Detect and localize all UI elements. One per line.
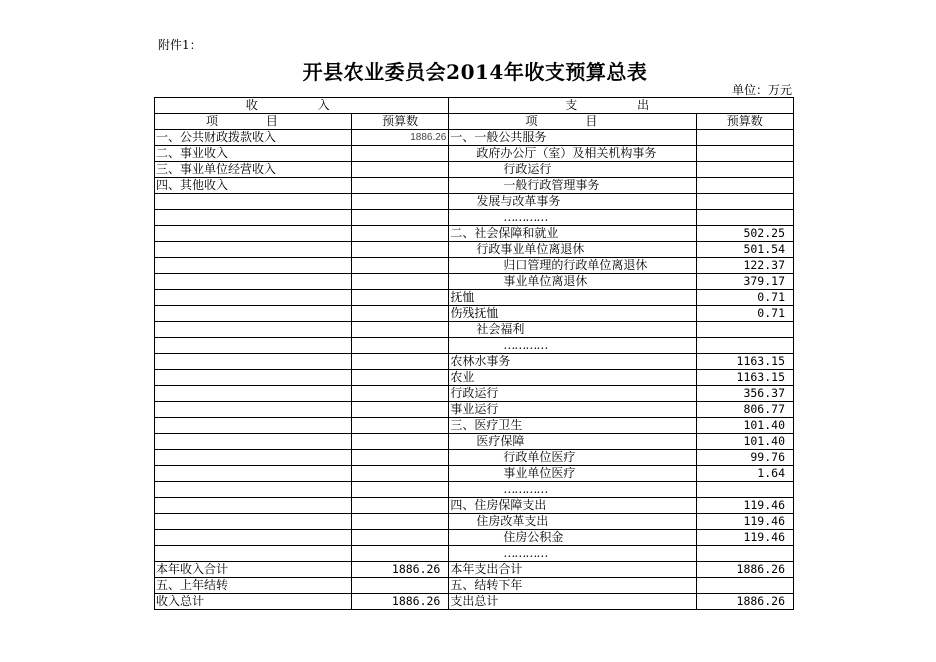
income-item-cell — [155, 242, 352, 258]
expense-budget-cell: 1.64 — [696, 466, 794, 482]
expense-budget-cell — [696, 546, 794, 562]
expense-section-header — [449, 98, 794, 114]
table-row — [155, 370, 794, 386]
expense-item-cell: 抚恤 — [449, 290, 696, 306]
income-item-cell: 本年收入合计 — [155, 562, 352, 578]
income-item-cell: 一、公共财政拨款收入 — [155, 130, 352, 146]
table-row — [155, 402, 794, 418]
expense-item-cell: ………… — [449, 338, 696, 354]
expense-item-cell: 农林水事务 — [449, 354, 696, 370]
expense-budget-cell: 1163.15 — [696, 354, 794, 370]
income-budget-cell — [351, 434, 448, 450]
income-budget-cell: 1886.26 — [351, 594, 448, 610]
income-budget-cell — [351, 402, 448, 418]
expense-item-cell: 四、住房保障支出 — [449, 498, 696, 514]
table-row — [155, 146, 794, 162]
income-item-cell: 四、其他收入 — [155, 178, 352, 194]
expense-item-cell: ………… — [449, 210, 696, 226]
expense-budget-cell: 1886.26 — [696, 594, 794, 610]
table-row — [155, 258, 794, 274]
expense-item-cell: 本年支出合计 — [449, 562, 696, 578]
expense-budget-cell — [696, 178, 794, 194]
table-row — [155, 466, 794, 482]
income-budget-cell — [351, 450, 448, 466]
expense-item-cell: 三、医疗卫生 — [449, 418, 696, 434]
table-row — [155, 242, 794, 258]
income-item-cell — [155, 226, 352, 242]
table-row — [155, 530, 794, 546]
income-item-cell — [155, 418, 352, 434]
expense-budget-cell: 119.46 — [696, 514, 794, 530]
income-budget-cell — [351, 178, 448, 194]
expense-budget-cell: 119.46 — [696, 530, 794, 546]
expense-budget-cell — [696, 162, 794, 178]
table-row — [155, 418, 794, 434]
income-budget-cell — [351, 370, 448, 386]
table-row — [155, 226, 794, 242]
expense-budget-cell — [696, 194, 794, 210]
income-item-cell — [155, 354, 352, 370]
income-budget-cell: 1886.26 — [351, 562, 448, 578]
income-budget-cell — [351, 338, 448, 354]
income-budget-cell — [351, 146, 448, 162]
expense-budget-cell — [696, 322, 794, 338]
income-item-cell — [155, 306, 352, 322]
expense-item-header — [449, 114, 696, 130]
expense-budget-cell: 119.46 — [696, 498, 794, 514]
expense-item-cell: 农业 — [449, 370, 696, 386]
income-section-header — [155, 98, 449, 114]
expense-budget-cell: 379.17 — [696, 274, 794, 290]
expense-item-cell: 归口管理的行政单位离退休 — [449, 258, 696, 274]
expense-budget-cell: 356.37 — [696, 386, 794, 402]
income-budget-cell — [351, 290, 448, 306]
income-item-cell — [155, 210, 352, 226]
income-budget-cell — [351, 162, 448, 178]
table-row — [155, 306, 794, 322]
expense-budget-cell — [696, 338, 794, 354]
table-row — [155, 130, 794, 146]
income-item-cell — [155, 370, 352, 386]
table-row — [155, 434, 794, 450]
income-budget-cell — [351, 274, 448, 290]
expense-budget-cell — [696, 210, 794, 226]
expense-budget-cell: 99.76 — [696, 450, 794, 466]
expense-item-header-label: 项 目 — [525, 114, 620, 128]
income-item-cell — [155, 322, 352, 338]
expense-item-cell: 一般行政管理事务 — [449, 178, 696, 194]
income-budget-cell — [351, 386, 448, 402]
expense-budget-cell: 101.40 — [696, 418, 794, 434]
income-budget-cell — [351, 498, 448, 514]
expense-item-cell: 事业运行 — [449, 402, 696, 418]
expense-item-cell: 行政运行 — [449, 386, 696, 402]
income-budget-cell — [351, 210, 448, 226]
income-item-cell: 二、事业收入 — [155, 146, 352, 162]
table-row — [155, 386, 794, 402]
income-item-cell — [155, 402, 352, 418]
expense-item-cell: 行政单位医疗 — [449, 450, 696, 466]
table-row — [155, 322, 794, 338]
income-budget-cell: 1886.26 — [351, 130, 448, 146]
table-row — [155, 498, 794, 514]
income-header-label: 收 入 — [245, 98, 358, 112]
income-budget-cell — [351, 242, 448, 258]
income-budget-cell — [351, 306, 448, 322]
table-row — [155, 162, 794, 178]
expense-budget-cell: 101.40 — [696, 434, 794, 450]
income-budget-cell — [351, 546, 448, 562]
attachment-label: 附件1： — [158, 38, 202, 52]
income-item-cell: 收入总计 — [155, 594, 352, 610]
table-row — [155, 338, 794, 354]
expense-budget-cell — [696, 130, 794, 146]
table-row — [155, 546, 794, 562]
expense-budget-cell: 501.54 — [696, 242, 794, 258]
expense-item-cell: 一、一般公共服务 — [449, 130, 696, 146]
table-row — [155, 578, 794, 594]
income-item-cell — [155, 498, 352, 514]
income-budget-cell — [351, 418, 448, 434]
table-row — [155, 210, 794, 226]
table-row — [155, 178, 794, 194]
expense-item-cell: 住房公积金 — [449, 530, 696, 546]
income-budget-cell — [351, 466, 448, 482]
table-row — [155, 290, 794, 306]
expense-budget-cell: 0.71 — [696, 306, 794, 322]
expense-item-cell: 行政运行 — [449, 162, 696, 178]
income-budget-cell — [351, 530, 448, 546]
income-budget-cell — [351, 322, 448, 338]
expense-budget-cell — [696, 146, 794, 162]
income-budget-cell — [351, 482, 448, 498]
expense-budget-cell: 806.77 — [696, 402, 794, 418]
column-header-row — [155, 114, 794, 130]
expense-header-label: 支 出 — [565, 98, 678, 112]
budget-table-body — [155, 98, 794, 610]
income-item-header — [155, 114, 352, 130]
table-row — [155, 514, 794, 530]
table-row — [155, 562, 794, 578]
expense-item-cell: ………… — [449, 482, 696, 498]
income-item-cell — [155, 450, 352, 466]
income-budget-cell — [351, 258, 448, 274]
expense-item-cell: 住房改革支出 — [449, 514, 696, 530]
income-item-cell — [155, 338, 352, 354]
expense-item-cell: 社会福利 — [449, 322, 696, 338]
income-item-header-label: 项 目 — [206, 114, 300, 128]
income-item-cell — [155, 194, 352, 210]
expense-item-cell: 医疗保障 — [449, 434, 696, 450]
income-item-cell — [155, 546, 352, 562]
income-item-cell — [155, 274, 352, 290]
expense-item-cell: 伤残抚恤 — [449, 306, 696, 322]
income-item-cell: 五、上年结转 — [155, 578, 352, 594]
table-row — [155, 594, 794, 610]
income-item-cell — [155, 258, 352, 274]
expense-item-cell: 政府办公厅（室）及相关机构事务 — [449, 146, 696, 162]
income-item-cell — [155, 466, 352, 482]
expense-budget-header: 预算数 — [696, 114, 794, 130]
income-budget-cell — [351, 514, 448, 530]
table-row — [155, 450, 794, 466]
expense-budget-cell: 502.25 — [696, 226, 794, 242]
income-item-cell — [155, 530, 352, 546]
income-item-cell — [155, 514, 352, 530]
income-item-cell — [155, 434, 352, 450]
income-budget-header: 预算数 — [351, 114, 448, 130]
income-item-cell — [155, 290, 352, 306]
budget-table — [154, 97, 794, 610]
expense-item-cell: 二、社会保障和就业 — [449, 226, 696, 242]
expense-item-cell: 五、结转下年 — [449, 578, 696, 594]
income-budget-cell — [351, 354, 448, 370]
expense-budget-cell: 1163.15 — [696, 370, 794, 386]
expense-item-cell: 发展与改革事务 — [449, 194, 696, 210]
expense-budget-cell — [696, 482, 794, 498]
expense-item-cell: 事业单位医疗 — [449, 466, 696, 482]
expense-budget-cell: 0.71 — [696, 290, 794, 306]
income-item-cell — [155, 482, 352, 498]
income-budget-cell — [351, 226, 448, 242]
table-row — [155, 354, 794, 370]
income-budget-cell — [351, 578, 448, 594]
expense-item-cell: ………… — [449, 546, 696, 562]
table-row — [155, 194, 794, 210]
income-item-cell: 三、事业单位经营收入 — [155, 162, 352, 178]
expense-item-cell: 行政事业单位离退休 — [449, 242, 696, 258]
income-item-cell — [155, 386, 352, 402]
table-row — [155, 274, 794, 290]
unit-label: 单位：万元 — [731, 83, 792, 97]
section-header-row — [155, 98, 794, 114]
table-row — [155, 482, 794, 498]
income-budget-cell — [351, 194, 448, 210]
expense-budget-cell: 1886.26 — [696, 562, 794, 578]
expense-budget-cell: 122.37 — [696, 258, 794, 274]
expense-item-cell: 事业单位离退休 — [449, 274, 696, 290]
page-title: 开县农业委员会2014年收支预算总表 — [302, 60, 648, 84]
expense-budget-cell — [696, 578, 794, 594]
expense-item-cell: 支出总计 — [449, 594, 696, 610]
